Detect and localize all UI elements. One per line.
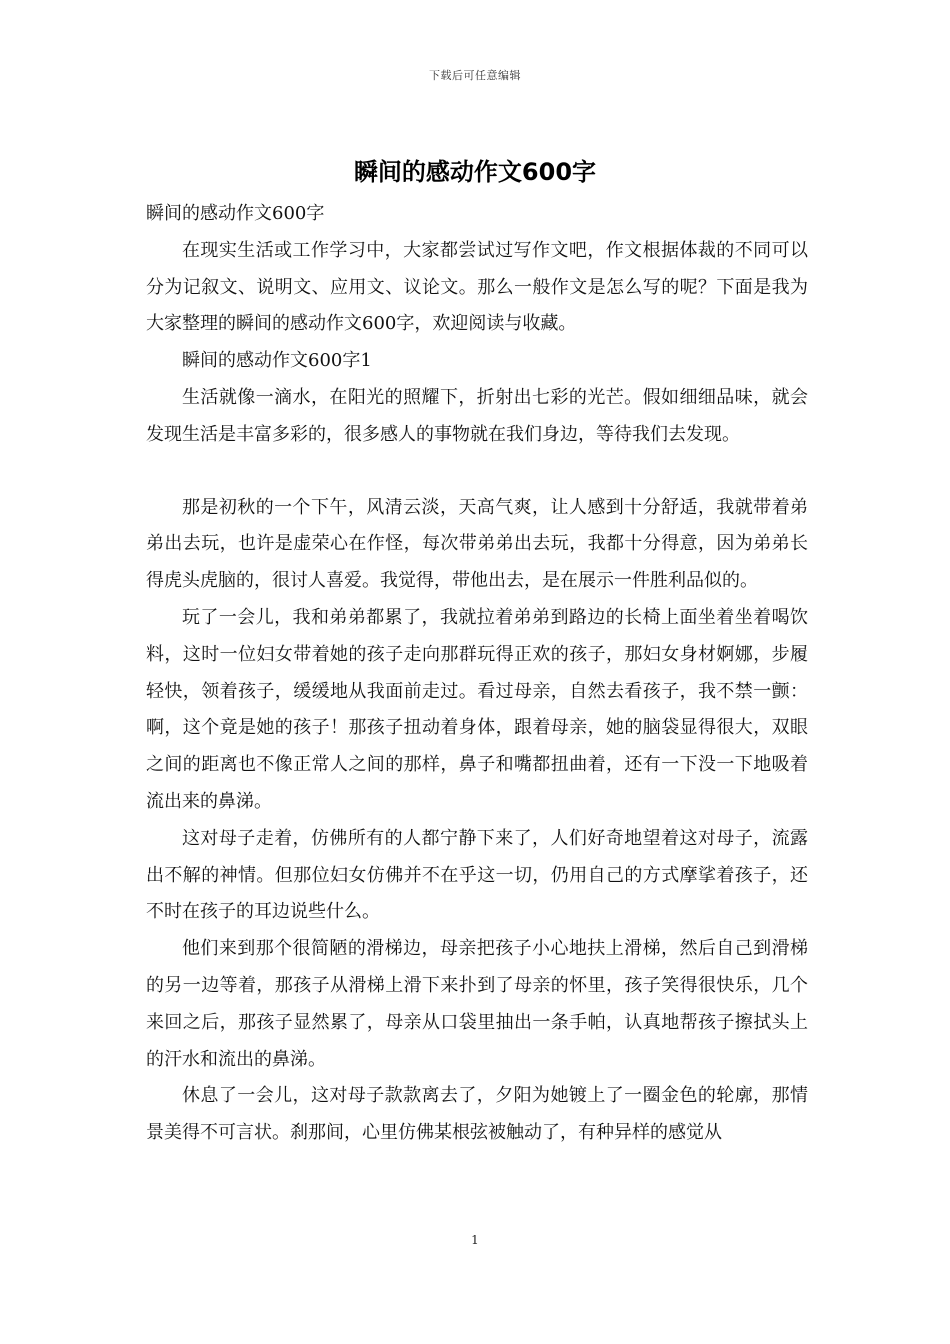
paragraph-5: 他们来到那个很简陋的滑梯边，母亲把孩子小心地扶上滑梯，然后自己到滑梯的另一边等着，那孩子从滑梯上滑下来扑到了母亲的怀里，孩子笑得很快乐，几个来回之后，那孩子显然累了，母亲从口袋里抽出一条手帕，认真地帮孩子擦拭头上的汗水和流出的鼻涕。 [146,938,808,1070]
paragraph-1: 生活就像一滴水，在阳光的照耀下，折射出七彩的光芒。假如细细品味，就会发现生活是丰富多彩的，很多感人的事物就在我们身边，等待我们去发现。 [146,386,808,445]
paragraph-2: 那是初秋的一个下午，风清云淡，天高气爽，让人感到十分舒适，我就带着弟弟出去玩，也许是虚荣心在作怪，每次带弟弟出去玩，我都十分得意，因为弟弟长得虎头虎脑的，很讨人喜爱。我觉得，带他出去，是在展示一件胜利品似的。 [146,496,808,592]
paragraph-4: 这对母子走着，仿佛所有的人都宁静下来了，人们好奇地望着这对母子，流露出不解的神情。但那位妇女仿佛并不在乎这一切，仍用自己的方式摩挲着孩子，还不时在孩子的耳边说些什么。 [146,827,808,923]
page-number: 1 [471,1233,479,1247]
document-body [146,196,808,1152]
document-title: 瞬间的感动作文600字 [353,158,597,186]
intro-paragraph: 在现实生活或工作学习中，大家都尝试过写作文吧，作文根据体裁的不同可以分为记叙文、说明文、应用文、议论文。那么一般作文是怎么写的呢？下面是我为大家整理的瞬间的感动作文600字，欢迎阅读与收藏。 [146,239,808,335]
page-header-note: 下载后可任意编辑 [429,69,521,82]
subtitle-line: 瞬间的感动作文600字 [146,203,325,224]
paragraph-6: 休息了一会儿，这对母子款款离去了，夕阳为她镀上了一圈金色的轮廓，那情景美得不可言状。刹那间，心里仿佛某根弦被触动了，有种异样的感觉从 [146,1085,808,1144]
blank-line [146,454,808,490]
section-heading: 瞬间的感动作文600字1 [182,350,372,372]
paragraph-3: 玩了一会儿，我和弟弟都累了，我就拉着弟弟到路边的长椅上面坐着坐着喝饮料，这时一位妇女带着她的孩子走向那群玩得正欢的孩子，那妇女身材婀娜，步履轻快，领着孩子，缓缓地从我面前走过。看过母亲，自然去看孩子，我不禁一颤：啊，这个竟是她的孩子！那孩子扭动着身体，跟着母亲，她的脑袋显得很大，双眼之间的距离也不像正常人之间的那样，鼻子和嘴都扭曲着，还有一下没一下地吸着流出来的鼻涕。 [146,606,808,812]
